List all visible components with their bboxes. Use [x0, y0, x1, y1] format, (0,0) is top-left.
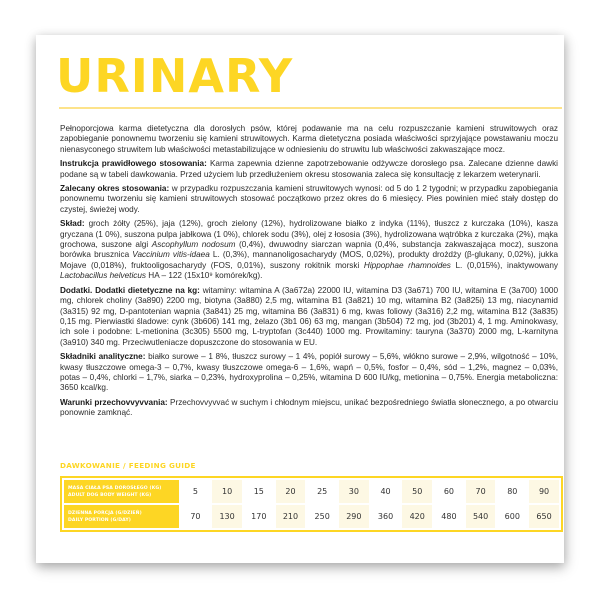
row-header-daily-portion — [64, 505, 179, 528]
table-row-daily-portion — [64, 505, 559, 528]
table-cell: 250 — [314, 512, 330, 521]
table-cell: 360 — [377, 512, 394, 521]
additives — [60, 286, 558, 348]
table-cell: 130 — [212, 505, 242, 528]
table-cell: 70 — [190, 512, 201, 521]
storage-conditions-text: Przechovvyvvać w suchym i chłodnym miejscu, unikać bezpośredniego światła słonecznego, a po otwarciu ponownie zamknąć. — [60, 397, 558, 418]
table-cell: 600 — [504, 512, 520, 521]
table-cell: 60 — [443, 487, 454, 496]
composition-latin-name: Vaccinium vitis-idaea — [132, 250, 210, 260]
table-cell: 15 — [253, 487, 264, 496]
analytical-constituents-label: Składniki analityczne: — [60, 352, 146, 362]
composition-latin-name: Hippophae rhamnoides — [363, 260, 451, 270]
usage-instructions-text: Karma zapewnia dzienne zapotrzebowanie odżywcze dorosłego psa. Zalecane dzienne dawki podane są w tabeli dawkowania. Przed użyciem lub przedłużeniem okresu stosowania zaleca się konsultację z lekarzem weterynarii. — [60, 159, 558, 179]
row-header-pl: DZIENNA PORCJA (G/DZIEŃ) — [68, 510, 142, 516]
table-cell: 10 — [212, 480, 242, 503]
table-cell: 20 — [276, 480, 306, 503]
storage-conditions — [60, 398, 558, 419]
row-header-en: DAILY PORTION (G/DAY) — [68, 517, 132, 523]
row-header-body-weight — [64, 480, 179, 503]
table-cell: 90 — [529, 480, 559, 503]
table-cell: 30 — [339, 480, 369, 503]
composition-label: Skład: — [60, 219, 85, 229]
composition-text: HA – 122 (15x10⁹ komórek/kg). — [146, 271, 263, 281]
table-cell: 70 — [466, 480, 496, 503]
usage-instructions-label: Instrukcja prawidłowego stosowania: — [60, 159, 207, 169]
usage-instructions — [60, 159, 558, 180]
table-cell: 540 — [466, 505, 496, 528]
table-cell: 80 — [507, 487, 518, 496]
composition-text: groch żółty (25%), jaja (12%), groch zielony (12%), hydrolizowane białko z indyka (11%), tłuszcz z kurczaka (10%), kasza gryczana (1 0%), suszona pulpa jabłkowa (1 0%), chlorek sodu (3%), olej z łososia (3%), hydrolizowana wątróbka z kurczaka (2%), mąka grochowa, suszone algi — [60, 219, 558, 250]
product-title: URINARY — [56, 49, 294, 103]
table-cell: 650 — [529, 505, 559, 528]
additives-text: witaminy: witamina A (3a672a) 22000 IU, witamina D3 (3a671) 700 IU, witamina E (3a700) 1000 mg, chlorek choliny (3a890) 2200 mg, biotyna (3a880) 2,5 mg, witamina B1 (3a821) 10 mg, witamina B2 (3a825i) 13 mg, niacynamid (3a315) 92 mg, D-pantotenian wapnia (3a841) 25 mg, witamina B6 (3a831) 6 mg, kwas foliowy (3a316) 2,2 mg, witamina B12 (3a835) 0,15 mg. Pierwiastki śladowe: cynk (3b606) 141 mg, żelazo (3b1 06) 63 mg, mangan (3b504) 72 mg, jod (3b201) 4, 1 mg. Aminokwasy, ich sole i podobne: L-metionina (3c305) 5500 mg, L-tryptofan (3c440) 1000 mg. Prowitaminy: tauryna (3a370) 2000 mg, L-karnityna (3a910) 340 mg. Przeciwutleniacze dopuszczone do stosowania w EU. — [60, 285, 558, 347]
table-cell: 420 — [402, 505, 432, 528]
analytical-constituents-text: białko surowe – 1 8%, tłuszcz surowy – 1 4%, popiół surowy – 5,6%, włókno surowe – 2,9%, wilgotność – 10%, kwasy tłuszczowe omega-3 – 0,7%, kwasy tłuszczowe omega-6 – 1,6%, wapń – 0,5%, fosfor – 0,4%, sód – 1,2%, magnez – 0,03%, potas – 0,4%, chlorki – 1,7%, siarka – 0,23%, hydroxyprolina – 0,25%, witamina D 600 IU/kg, metionina – 0,75%. Energia metaboliczna: 3650 kcal/kg. — [60, 352, 558, 393]
table-cell: 170 — [251, 512, 267, 521]
product-description — [60, 124, 558, 423]
recommended-period-text: w przypadku rozpuszczania kamieni struwitowych wynosi: od 5 do 1 2 tygodni; w przypadku zapobiegania ponownemu tworzeniu się kamieni struwitowych stosować początkowo przez okres do 6 miesięcy. Pies powinien mieć stały dostęp do czystej, świeżej wody. — [60, 184, 558, 214]
composition-latin-name: Lactobacillus helveticus — [60, 271, 147, 281]
intro-paragraph: Pełnoporcjowa karma dietetyczna dla dorosłych psów, której podawanie ma na celu rozpuszczanie kamieni struwitowych oraz zapobieganie ponownemu tworzeniu się kamieni struwitowych. Karma dietetyczna posiada właściwości sprzyjające powstawaniu moczu nienasyconego struwitem lub właściwości metastabilizujące w odniesieniu do struwitu lub właściwości zakwaszające mocz. — [60, 124, 558, 154]
recommended-period-label: Zalecany okres stosowania: — [60, 184, 170, 194]
table-cell: 480 — [441, 512, 457, 521]
table-cell: 210 — [276, 505, 306, 528]
table-cell: 290 — [339, 505, 369, 528]
feeding-guide-table — [60, 476, 563, 532]
table-cell: 40 — [380, 487, 391, 496]
storage-conditions-label: Warunki przechovvyvvania: — [60, 397, 168, 407]
additives-label: Dodatki. Dodatki dietetyczne na kg: — [60, 285, 200, 295]
table-cell: 25 — [317, 487, 328, 496]
recommended-period — [60, 184, 558, 215]
analytical-constituents — [60, 352, 558, 394]
row-header-pl: MASA CIAŁA PSA DOROSŁEGO (KG) — [68, 485, 162, 491]
title-divider — [59, 107, 562, 109]
row-header-en: ADULT DOG BODY WEIGHT (KG) — [68, 492, 152, 498]
feeding-guide-heading: DAWKOWANIE / FEEDING GUIDE — [60, 461, 196, 470]
composition-text: (0,4%), dwuwodny siarczan wapnia (0,4%, substancja zakwaszająca mocz), suszona borówka brusznica — [60, 240, 559, 260]
table-cell: 5 — [192, 487, 198, 496]
composition-latin-name: Ascophyllum nodosum — [151, 240, 236, 250]
composition-text: L. (0,015%), inaktywowany — [450, 260, 558, 270]
composition — [60, 219, 558, 281]
table-row-body-weight — [64, 480, 559, 503]
table-cell: 50 — [402, 480, 432, 503]
composition-text: L. (0,3%), mannanoligosacharydy (MOS, 0,02%), produkty drożdży (β-glukany, 0,02%), jukka Mojave (0,018%), fruktooligosacharydy (FOS, 0,01%), suszony rokitnik morski — [60, 250, 558, 270]
